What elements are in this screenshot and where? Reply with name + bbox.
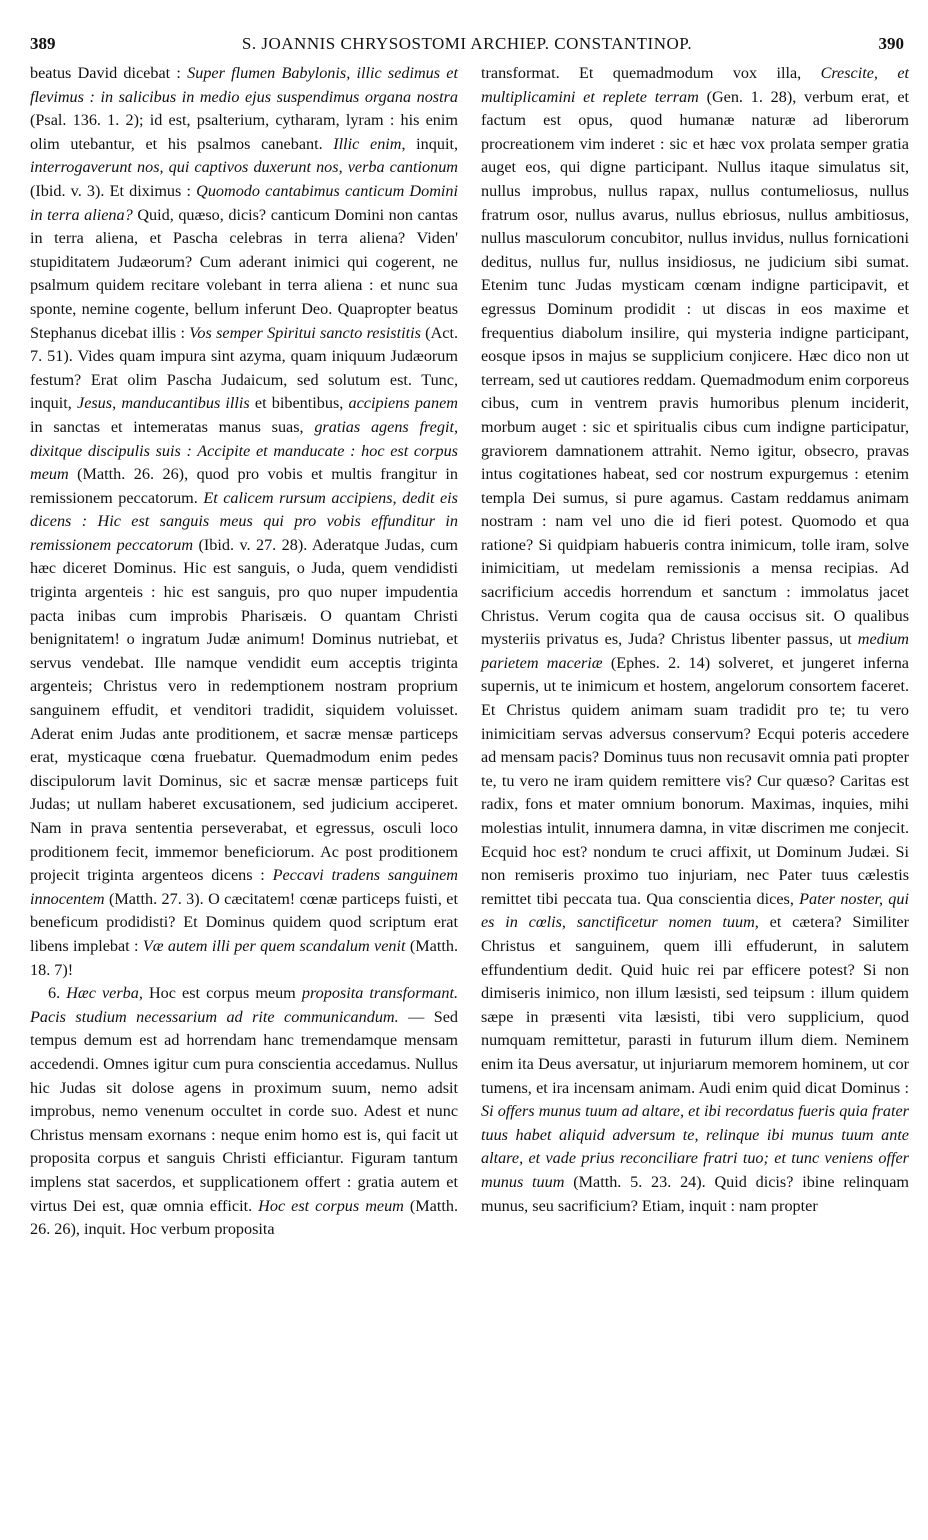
text-run: et cætera? Similiter Christus et sanguinem, quem illi effuderunt, in salutem effundentium dedit. Quid huic rei par efficere potest? Si non dimiseris inimico, non illum læsisti, sed teipsum : illum quidem sæpe in præsenti vita læsisti, tibi vero supplicium, quod numquam remittetur, parasti in futurum illum diem. Neminem enim ita Deus aversatur, ut injuriarum memorem hominem, ut cor tumens, et ira incensam animam. Audi enim quid dicat Dominus :: [481, 913, 909, 1097]
quotation: medium parietem maceriæ: [481, 630, 909, 672]
text-run: (Act. 7. 51). Vides quam impura sint azyma, quam iniquum Judæorum festum? Erat olim Pascha Judaicum, sed solutum est. Tunc, inquit,: [30, 323, 458, 413]
quotation: Crescite, et multiplicamini et replete terram: [481, 64, 909, 106]
quotation: Super flumen Babylonis, illic sedimus et flevimus : in salicibus in medio ejus suspendimus organa nostra: [30, 64, 458, 106]
text-run: (Matth. 26. 26), inquit. Hoc verbum proposita: [30, 1196, 458, 1239]
text-run: et bibentibus,: [249, 394, 349, 413]
quotation: Væ autem illi per quem scandalum venit: [142, 936, 406, 955]
quotation: Vos semper Spiritui sancto resistitis: [189, 323, 421, 342]
paragraph: [30, 62, 458, 982]
text-run: (Matth. 26. 26), quod pro vobis et multis frangitur in remissionem peccatorum.: [30, 465, 458, 507]
text-run: (Matth. 18. 7)!: [30, 936, 458, 979]
text-run: (Psal. 136. 1. 2); id est, psalterium, cytharam, lyram : his enim olim utebantur, et his psalmos canebant.: [30, 111, 458, 153]
text-run: transformat. Et quemadmodum vox illa,: [481, 64, 821, 82]
page-number-right: 390: [878, 34, 904, 53]
section-heading: Hæc verba,: [66, 984, 143, 1003]
left-column: [30, 62, 458, 1242]
text-run: in sanctas et intemeratas manus suas,: [30, 417, 315, 436]
quotation: Pater noster, qui es in cœlis, sanctificetur nomen tuum,: [481, 889, 909, 932]
section-heading: proposita transformant. Pacis studium necessarium ad rite communicandum.: [30, 984, 458, 1026]
quotation: Quomodo cantabimus canticum Domini in terra aliena?: [30, 181, 458, 224]
paragraph: [481, 62, 909, 1218]
running-title: S. JOANNIS CHRYSOSTOMI ARCHIEP. CONSTANTINOP.: [241, 34, 693, 53]
text-run: (Ibid. v. 27. 28). Aderatque Judas, cum hæc diceret Dominus. Hic est sanguis, o Juda, quem vendidisti triginta argenteis : hic est sanguis, pro quo nuper impudentia pacta inibas cum improbis Pharisæis. O quantam Christi benignitatem! o ingratum Judæ animum! Dominus nutriebat, et servus vendebat. Ille namque vendidit eum acceptis triginta argenteis; Christus vero in redemptionem nostram proprium sanguinem effudit, et venditori tradidit, siquidem voluisset. Aderat enim Judas ante proditionem, et sacræ mensæ particeps erat, mysticaque cœna fruebatur. Quemadmodum enim pedes discipulorum lavit Dominus, sic et sacræ mensæ particeps fuit Judas; ut nullam haberet excusationem, sed judicium acciperet. Nam in prava sententia perseverabat, et egressus, osculi loco proditionem fecit, immemor beneficiorum. Ac post proditionem projecit triginta argenteos dicens :: [30, 535, 458, 885]
quotation: Si offers munus tuum ad altare, et ibi recordatus fueris quia frater tuus habet aliquid adversum te, relinque ibi munus tuum ante altare, et vade prius reconciliare fratri tuo; et tunc veniens offer munus tuum: [481, 1102, 909, 1191]
quotation: Peccavi tradens sanguinem innocentem: [30, 866, 458, 908]
text-run: beatus David dicebat :: [30, 64, 188, 82]
page-number-left: 389: [30, 34, 56, 53]
page-header: [30, 34, 904, 58]
section-number: 6.: [48, 984, 67, 1003]
text-run: Hoc est corpus meum: [142, 984, 302, 1003]
text-run: (Ibid. v. 3). Et diximus :: [30, 181, 197, 200]
text-run: — Sed tempus demum est ad horrendam hanc tremendamque mensam accedendi. Omnes igitur cum pura conscientia accedamus. Nullus hic Judas sit dolose agens in proximum suum, nemo adsit improbus, nemo venenum occultet in corde suo. Adest et nunc Christus mensam exornans : neque enim homo est is, qui facit ut proposita corpus et sanguis Christi efficiantur. Figuram tantum implens stat sacerdos, et supplicationem offert : gratia autem et virtus Dei est, quæ omnia efficit.: [30, 1007, 458, 1215]
paragraph-section-6: [30, 982, 458, 1242]
text-run: (Matth. 5. 23. 24). Quid dicis? ibine relinquam munus, seu sacrificium? Etiam, inquit : nam propter: [481, 1172, 909, 1215]
quotation: interrogaverunt nos, qui captivos duxerunt nos, verba cantionum: [30, 158, 458, 177]
quotation: Jesus, manducantibus illis: [77, 394, 250, 413]
text-run: Quid, quæso, dicis? canticum Domini non cantas in terra aliena, et Pascha celebras in terra aliena? Viden' stupiditatem Judæorum? Cum aderant inimici qui cogerent, ne psalmum quidem recitare volebant in terra aliena : et nunc sua sponte, nemine cogente, bellum inferunt Deo. Quapropter beatus Stephanus dicebat illis :: [30, 205, 458, 342]
quotation: Illic enim: [333, 134, 402, 153]
quotation: Et calicem rursum accipiens, dedit eis dicens : Hic est sanguis meus qui pro vobis effunditur in remissionem peccatorum: [30, 488, 458, 554]
right-column: [481, 62, 909, 1218]
quotation: accipiens panem: [348, 394, 458, 413]
quotation: Hoc est corpus meum: [258, 1196, 404, 1215]
text-run: (Gen. 1. 28), verbum erat, et factum est opus, quod humanæ naturæ ad liberorum procreationem vim inderet : sic et hæc vox prolata semper gratia auget eos, qui digne participant. Nullus itaque simulatus sit, nullus improbus, nullus rapax, nullus contumeliosus, nullus fratrum osor, nullus avarus, nullus ebriosus, nullus ambitiosus, nullus masculorum concubitor, nullus invidus, nullus fornicationi deditus, nullus fur, nullus insidiosus, ne judicium sibi sumat. Etenim tunc Judas mysticam cœnam indigne participavit, et egressus Dominum prodidit : ut discas in eos maxime et frequentius diabolum insilire, qui mysteria indigne participant, eosque ipsos in majus se supplicium conjicere. Hæc dico non ut terream, sed ut cautiores reddam. Quemadmodum enim corporeus cibus, cum in ventrem pravis humoribus plenum inciderit, morbum auget : sic et spiritualis cibus cum indigne participatur, graviorem damnationem attrahit. Nemo igitur, obsecro, pravas intus cogitationes habeat, sed cor nostrum expurgemus : etenim templa Dei sumus, si pure agamus. Castam reddamus animam nostram : nam vel uno die id fieri potest. Quomodo et qua ratione? Si quidpiam habueris contra inimicum, tolle iram, solve inimicitiam, ut medelam remissionis a mensa recipias. Ad sacrificium accedis horrendum et sanctum : immolatus jacet Christus. Verum cogita qua de causa occisus sit. O qualibus mysteriis privatus es, Juda? Christus libenter passus, ut: [481, 87, 910, 649]
text-run: (Ephes. 2. 14) solveret, et jungeret inferna supernis, ut te inimicum et hostem, angelorum consortem faceret. Et Christus quidem animam suam tradidit pro te; tu vero inimicitiam servas adversus conservum? Ecqui poteris accedere ad mensam pacis? Dominus tuus non recusavit omnia pati propter te, tu vero ne iram quidem remittere vis? Cur quæso? Caritas est radix, fons et mater omnium bonorum. Maximas, inquies, mihi molestias intulit, innumera damna, in vitæ discrimen me conjecit. Ecquid hoc est? nondum te cruci affixit, ut Dominum Judæi. Si non remiseris proximo tuo injuriam, nec Pater tuus cælestis remittet tibi peccata tua. Qua conscientia dices,: [481, 653, 909, 908]
text-run: , inquit,: [401, 134, 458, 153]
text-run: (Matth. 27. 3). O cæcitatem! cœnæ particeps fuisti, et beneficum prodidisti? Et Dominus quidem quod scriptum erat libens implebat :: [30, 889, 458, 955]
quotation: gratias agens fregit, dixitque discipulis suis : Accipite et manducate : hoc est corpus meum: [30, 417, 458, 484]
